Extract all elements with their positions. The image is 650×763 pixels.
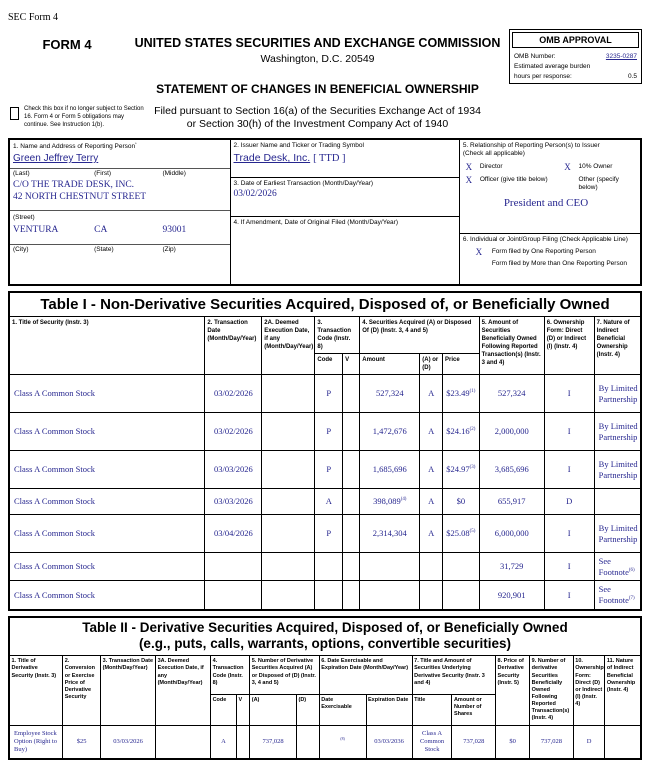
cell-amount (360, 553, 420, 581)
cell-owned: 527,324 (479, 375, 544, 413)
omb-number-link[interactable]: 3235-0287 (605, 52, 637, 60)
issuer-name-link[interactable]: Trade Desk, Inc. (233, 151, 311, 164)
cell-ad: A (420, 413, 443, 451)
middle-label: (Middle) (162, 170, 186, 178)
earliest-transaction-box (231, 178, 459, 217)
cell-price: $0 (443, 489, 480, 515)
cell-amount: 2,314,304 (360, 515, 420, 553)
omb-approval-box (509, 29, 642, 84)
omb-burden-line2: hours per response: (514, 72, 572, 80)
table2-row (9, 725, 641, 759)
filer-info-grid (8, 138, 642, 286)
cell-v (343, 515, 360, 553)
omb-burden-line1: Estimated average burden (514, 62, 591, 70)
cell-owned: 2,000,000 (479, 413, 544, 451)
cell-date: 03/03/2026 (205, 489, 262, 515)
th-transaction-code: 4. Transaction Code (Instr. 8) (211, 656, 250, 695)
cell-v (236, 725, 249, 759)
th-shares: Amount or Number of Shares (452, 695, 496, 726)
cell-security: Class A Common Stock (9, 451, 205, 489)
cell-a: 737,028 (250, 725, 297, 759)
first-label: (First) (94, 170, 112, 178)
director-check-mark: X (465, 161, 473, 172)
cell-code: A (211, 725, 237, 759)
filing-one-checkbox[interactable] (472, 247, 640, 257)
state-label: (State) (94, 246, 114, 254)
th-a: (A) (250, 695, 297, 726)
officer-checkbox[interactable] (462, 175, 561, 193)
cell-deemed (262, 375, 315, 413)
cell-amount: 1,472,676 (360, 413, 420, 451)
cell-date: 03/02/2026 (205, 375, 262, 413)
earliest-transaction-label: 3. Date of Earliest Transaction (Month/Day/Year) (233, 179, 374, 187)
filing-type-label: 6. Individual or Joint/Group Filing (Check Applicable Line) (462, 235, 628, 243)
relationship-label: 5. Relationship of Reporting Person(s) to Issuer (Check all applicable) (462, 141, 600, 157)
cell-code (315, 581, 343, 610)
th-transaction-date: 2. Transaction Date (Month/Day/Year) (205, 316, 262, 375)
cell-shares: 737,028 (452, 725, 496, 759)
cell-security: Class A Common Stock (9, 515, 205, 553)
cell-price (443, 581, 480, 610)
cell-price: $23.49$^{(1)}$ (443, 375, 480, 413)
cell-form: D (544, 489, 594, 515)
cell-owned: 655,917 (479, 489, 544, 515)
th-expiration-date: Expiration Date (366, 695, 412, 726)
cell-ad: A (420, 489, 443, 515)
cell-deemed (262, 413, 315, 451)
cell-derivative-price: $0 (496, 725, 530, 759)
th-amount-owned: 5. Amount of Securities Beneficially Owned Following Reported Transaction(s) (Instr. 3 and 4) (479, 316, 544, 375)
cell-amount (360, 581, 420, 610)
table2-title: Table II - Derivative Securities Acquired, Disposed of, or Beneficially Owned (e.g., puts, calls, warrants, options, convertible securities) (9, 617, 641, 656)
table1-header-row (9, 316, 641, 353)
table1-title: Table I - Non-Derivative Securities Acquired, Disposed of, or Beneficially Owned (9, 292, 641, 317)
cell-form: I (544, 581, 594, 610)
earliest-transaction-date: 03/02/2026 (233, 188, 277, 199)
th-ownership-form: 6. Ownership Form: Direct (D) or Indirect (I) (Instr. 4) (544, 316, 594, 375)
th-d: (D) (297, 695, 320, 726)
cell-nature: By Limited Partnership (594, 413, 641, 451)
cell-deemed (262, 451, 315, 489)
th-dates: 6. Date Exercisable and Expiration Date (Month/Day/Year) (319, 656, 412, 695)
th-derivative-security: 1. Title of Derivative Security (Instr. 3) (9, 656, 63, 725)
cell-code: P (315, 451, 343, 489)
filing-type-box (460, 233, 640, 286)
omb-title: OMB APPROVAL (512, 32, 639, 48)
th-security: 1. Title of Security (Instr. 3) (9, 316, 205, 375)
omb-burden-row1 (512, 61, 639, 71)
table1-row (9, 375, 641, 413)
cell-code: P (315, 413, 343, 451)
street-label: (Street) (13, 214, 35, 222)
zip-label: (Zip) (162, 246, 176, 254)
cell-ad: A (420, 375, 443, 413)
amendment-label: 4. If Amendment, Date of Original Filed (Month/Day/Year) (233, 218, 399, 226)
cell-conversion-price: $25 (63, 725, 101, 759)
cell-price: $24.97$^{(3)}$ (443, 451, 480, 489)
cell-deemed (262, 581, 315, 610)
zip-value: 93001 (162, 224, 187, 235)
address-line2: 42 NORTH CHESTNUT STREET (13, 191, 147, 202)
omb-number-row (512, 51, 639, 61)
filing-one-check-mark: X (475, 246, 483, 257)
omb-burden-value: 0.5 (627, 72, 637, 80)
cell-amount: 398,089$^{(4)}$ (360, 489, 420, 515)
officer-title-value: President and CEO (503, 197, 589, 210)
cell-amount: 527,324 (360, 375, 420, 413)
amendment-box (231, 217, 459, 284)
th-amount: Amount (360, 353, 420, 374)
divider (10, 210, 230, 211)
commission-title: UNITED STATES SECURITIES AND EXCHANGE COMMISSION (134, 36, 501, 50)
cell-price (443, 553, 480, 581)
last-label: (Last) (13, 170, 30, 178)
cell-code: A (315, 489, 343, 515)
cell-nature: By Limited Partnership (594, 375, 641, 413)
cell-owned: 31,729 (479, 553, 544, 581)
sec-form-label: SEC Form 4 (8, 12, 59, 23)
cell-date: 03/02/2026 (205, 413, 262, 451)
city-value: VENTURA (13, 224, 59, 235)
officer-label: Officer (give title below) (479, 175, 548, 183)
th-deemed-date: 2A. Deemed Execution Date, if any (Month/Day/Year) (262, 316, 315, 375)
divider (10, 244, 230, 245)
relationship-section (460, 140, 640, 286)
ten-percent-check-mark: X (564, 161, 571, 172)
divider (10, 168, 230, 169)
issuer-label: 2. Issuer Name and Ticker or Trading Symbol (233, 141, 364, 149)
ten-percent-owner-checkbox[interactable] (560, 162, 638, 172)
reporting-person-section (10, 140, 231, 286)
th-code: Code (211, 695, 237, 726)
section16-checkbox[interactable] (10, 107, 19, 120)
th-nature-indirect: 11. Nature of Indirect Beneficial Ownership (Instr. 4) (605, 656, 641, 725)
cell-ad: A (420, 451, 443, 489)
cell-security: Class A Common Stock (9, 553, 205, 581)
city-state-zip (10, 224, 230, 236)
th-owned: 9. Number of derivative Securities Beneficially Owned Following Reported Transaction(s) (Instr. 4) (530, 656, 574, 725)
cell-security: Class A Common Stock (9, 489, 205, 515)
th-underlying: 7. Title and Amount of Securities Underlying Derivative Security (Instr. 3 and 4) (412, 656, 495, 695)
cell-v (343, 413, 360, 451)
ten-percent-owner-label: 10% Owner (578, 162, 613, 170)
relationship-checkboxes (460, 159, 640, 195)
filing-more-checkbox[interactable] (472, 259, 640, 268)
cell-code: P (315, 515, 343, 553)
th-date-exercisable: Date Exercisable (319, 695, 366, 726)
cell-date: 03/03/2026 (205, 451, 262, 489)
cell-security: Class A Common Stock (9, 581, 205, 610)
director-label: Director (479, 162, 503, 170)
cell-deemed (262, 553, 315, 581)
table1-non-derivative (8, 291, 642, 611)
issuer-ticker: [ TTD ] (313, 152, 346, 164)
cell-form: D (573, 725, 605, 759)
cell-nature: By Limited Partnership (594, 515, 641, 553)
cell-date: 03/04/2026 (205, 515, 262, 553)
cell-v (343, 581, 360, 610)
cell-amount: 1,685,696 (360, 451, 420, 489)
omb-number-label: OMB Number: (514, 52, 556, 60)
cell-form: I (544, 451, 594, 489)
cell-deemed (156, 725, 211, 759)
th-transaction-code: 3. Transaction Code (Instr. 8) (315, 316, 360, 353)
cell-code: P (315, 375, 343, 413)
section16-checkbox-label: Check this box if no longer subject to Section 16. Form 4 or Form 5 obligations may continue. See Instruction 1(b). (24, 106, 144, 129)
form4-title: FORM 4 (42, 37, 92, 52)
th-nature-indirect: 7. Nature of Indirect Beneficial Ownership (Instr. 4) (594, 316, 641, 375)
cell-nature (605, 725, 641, 759)
table1-row (9, 581, 641, 610)
table1-row (9, 515, 641, 553)
cell-deemed (262, 489, 315, 515)
cell-expiration: 03/03/2036 (366, 725, 412, 759)
table1-row (9, 413, 641, 451)
cell-form: I (544, 413, 594, 451)
cell-nature: By Limited Partnership (594, 451, 641, 489)
cell-v (343, 375, 360, 413)
cell-ad: A (420, 515, 443, 553)
cell-code (315, 553, 343, 581)
commission-location: Washington, D.C. 20549 (260, 53, 375, 65)
cell-price: $25.08$^{(5)}$ (443, 515, 480, 553)
reporting-person-label: 1. Name and Address of Reporting Person* (13, 141, 137, 150)
th-ownership-form: 10. Ownership Form: Direct (D) or Indirect (I) (Instr. 4) (573, 656, 605, 725)
filing-more-label: Form filed by More than One Reporting Person (491, 259, 627, 267)
other-label: Other (specify below) (578, 175, 619, 192)
cell-owned: 6,000,000 (479, 515, 544, 553)
cell-form: I (544, 553, 594, 581)
cell-nature: See Footnote$^{(6)}$ (594, 553, 641, 581)
relationship-box (460, 140, 640, 233)
city-label: (City) (13, 246, 29, 254)
statement-title: STATEMENT OF CHANGES IN BENEFICIAL OWNERSHIP (156, 82, 479, 96)
table1-row (9, 553, 641, 581)
cell-owned: 3,685,696 (479, 451, 544, 489)
th-v: V (343, 353, 360, 374)
other-checkbox[interactable] (560, 175, 638, 193)
cell-deemed (262, 515, 315, 553)
th-conversion-price: 2. Conversion or Exercise Price of Derivative Security (63, 656, 101, 725)
th-price: Price (443, 353, 480, 374)
cell-security: Class A Common Stock (9, 413, 205, 451)
cell-underlying-title: Class A Common Stock (412, 725, 452, 759)
cell-v (343, 451, 360, 489)
cell-derivative-security: Employee Stock Option (Right to Buy) (9, 725, 63, 759)
cell-v (343, 489, 360, 515)
reporting-person-name-link[interactable]: Green Jeffrey Terry (13, 153, 99, 165)
cell-v (343, 553, 360, 581)
issuer-name-box (231, 140, 459, 178)
cell-date (205, 581, 262, 610)
cell-nature (594, 489, 641, 515)
city-state-zip-labels (10, 246, 230, 254)
th-underlying-title: Title (412, 695, 452, 726)
cell-date (205, 553, 262, 581)
cell-form: I (544, 515, 594, 553)
cell-date: 03/03/2026 (101, 725, 156, 759)
th-v: V (236, 695, 249, 726)
cell-ad (420, 553, 443, 581)
address-line1: C/O THE TRADE DESK, INC. (13, 179, 135, 190)
th-number-derivative: 5. Number of Derivative Securities Acquired (A) or Disposed of (D) (Instr. 3, 4 and 5) (250, 656, 320, 695)
th-a-or-d: (A) or (D) (420, 353, 443, 374)
name-part-labels (10, 170, 230, 178)
header-center (126, 25, 509, 131)
cell-form: I (544, 375, 594, 413)
th-deemed-date: 3A. Deemed Execution Date, if any (Month/Day/Year) (156, 656, 211, 725)
cell-ad (420, 581, 443, 610)
cell-date-exercisable: (8) (319, 725, 366, 759)
filed-pursuant (126, 105, 509, 131)
th-securities-acquired: 4. Securities Acquired (A) or Disposed Of (D) (Instr. 3, 4 and 5) (360, 316, 479, 353)
cell-price: $24.16$^{(2)}$ (443, 413, 480, 451)
filed-line1: Filed pursuant to Section 16(a) of the Securities Exchange Act of 1934 (154, 105, 481, 117)
cell-owned: 737,028 (530, 725, 574, 759)
cell-security: Class A Common Stock (9, 375, 205, 413)
th-code: Code (315, 353, 343, 374)
table1-row (9, 489, 641, 515)
omb-burden-row2 (512, 71, 639, 81)
filed-line2: or Section 30(h) of the Investment Company Act of 1940 (186, 118, 449, 131)
cell-d (297, 725, 320, 759)
other-check-mark (560, 175, 574, 193)
cell-nature: See Footnote$^{(7)}$ (594, 581, 641, 610)
table2-derivative (8, 616, 642, 761)
issuer-section (231, 140, 460, 286)
state-value: CA (94, 224, 108, 235)
filing-one-label: Form filed by One Reporting Person (491, 247, 596, 255)
officer-check-mark: X (465, 174, 473, 185)
table1-row (9, 451, 641, 489)
th-transaction-date: 3. Transaction Date (Month/Day/Year) (101, 656, 156, 725)
filing-more-check-mark (472, 259, 486, 268)
director-checkbox[interactable] (462, 162, 561, 172)
table2-header-row (9, 656, 641, 695)
cell-owned: 920,901 (479, 581, 544, 610)
th-derivative-price: 8. Price of Derivative Security (Instr. 5) (496, 656, 530, 725)
